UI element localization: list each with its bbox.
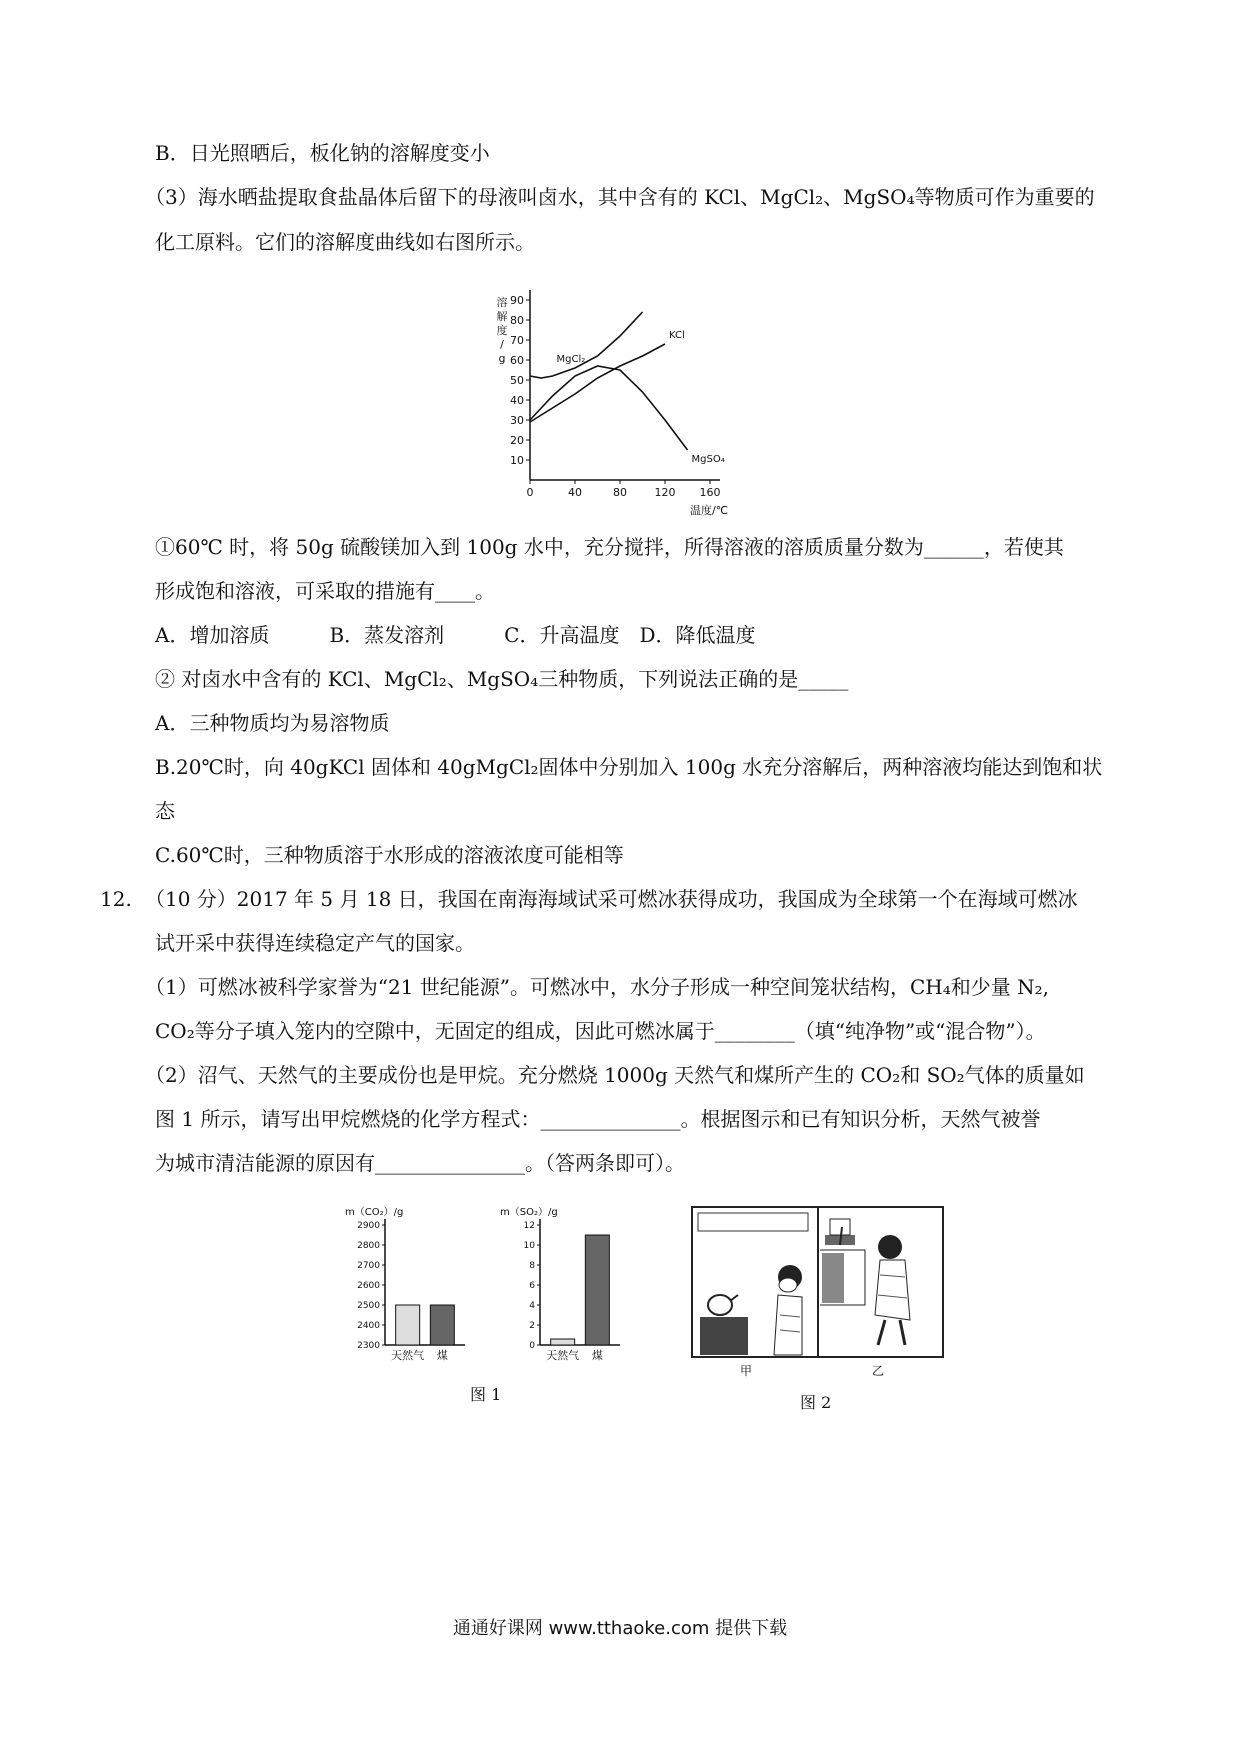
y-tick-label: 12 — [523, 1221, 535, 1231]
sub-question-2-option-c: C.60℃时，三种物质溶于水形成的溶液浓度可能相等 — [155, 843, 624, 867]
co2-bar-chart — [345, 1205, 475, 1370]
sub-question-1-line-2: 形成饱和溶液，可采取的措施有____。 — [155, 579, 495, 603]
y-tick-label: 2700 — [357, 1261, 380, 1271]
question-12-part-1-line-1: （1）可燃冰被科学家誉为“21 世纪能源”。可燃冰中，水分子形成一种空间笼状结构，CH₄和少量 N₂, — [145, 975, 1049, 999]
figure-2-caption: 图 2 — [800, 1393, 832, 1412]
figure-1-caption: 图 1 — [470, 1385, 502, 1404]
y-tick-label: 4 — [529, 1301, 535, 1311]
sub-question-2: ② 对卤水中含有的 KCl、MgCl₂、MgSO₄三种物质，下列说法正确的是_____ — [155, 667, 849, 691]
x-tick-label: 160 — [699, 486, 721, 499]
y-tick-label: 2500 — [357, 1301, 380, 1311]
series-line — [530, 312, 643, 378]
question-12-part-2-line-2: 图 1 所示，请写出甲烷燃烧的化学方程式：______________。根据图示和已有知识分析，天然气被誉 — [155, 1107, 1041, 1131]
bar — [396, 1305, 420, 1345]
sub-question-1-line-1: ①60℃ 时，将 50g 硫酸镁加入到 100g 水中，充分搅拌，所得溶液的溶质质量分数为______，若使其 — [155, 535, 1064, 559]
x-axis-label: 温度/℃ — [690, 504, 729, 517]
x-tick-label: 0 — [526, 486, 534, 499]
y-tick-label: 2600 — [357, 1281, 380, 1291]
y-tick-label: 6 — [529, 1281, 535, 1291]
y-axis-label-char: 溶 — [496, 296, 508, 309]
sub-question-2-option-a: A．三种物质均为易溶物质 — [155, 711, 390, 735]
figure-2-label-yi: 乙 — [872, 1364, 885, 1378]
y-axis-label-char: 解 — [496, 310, 508, 323]
so2-bar-chart — [500, 1205, 630, 1370]
y-tick-label: 10 — [510, 454, 524, 467]
y-tick-label: 70 — [510, 334, 524, 347]
sub-question-2-option-b-2: 态 — [155, 799, 175, 823]
x-tick-label: 80 — [613, 486, 627, 499]
y-tick-label: 60 — [510, 354, 524, 367]
question-3-line-1: （3）海水晒盐提取食盐晶体后留下的母液叫卤水，其中含有的 KCl、MgCl₂、MgSO₄等物质可作为重要的 — [145, 185, 1095, 209]
category-label: 煤 — [436, 1349, 448, 1362]
bar — [430, 1305, 454, 1345]
y-tick-label: 20 — [510, 434, 524, 447]
y-tick-label: 30 — [510, 414, 524, 427]
question-12-part-1-line-2: CO₂等分子填入笼内的空隙中，无固定的组成，因此可燃冰属于________（填“纯净物”或“混合物”）。 — [155, 1019, 1046, 1043]
category-label: 天然气 — [546, 1349, 580, 1362]
category-label: 天然气 — [391, 1349, 425, 1362]
y-tick-label: 2800 — [357, 1241, 380, 1251]
bar — [585, 1235, 609, 1345]
series-label: MgCl₂ — [556, 354, 586, 365]
question-12-number: 12. — [100, 887, 132, 911]
x-tick-label: 40 — [568, 486, 582, 499]
sub-question-2-option-b-1: B.20℃时，向 40gKCl 固体和 40gMgCl₂固体中分别加入 100g 水充分溶解后，两种溶液均能达到饱和状 — [155, 755, 1103, 779]
y-tick-label: 2900 — [357, 1221, 380, 1231]
y-axis-label-char: 度 — [496, 324, 508, 337]
y-tick-label: 2400 — [357, 1321, 380, 1331]
y-axis-label: m（SO₂）/g — [500, 1207, 558, 1218]
figure-2-label-jia: 甲 — [740, 1364, 753, 1378]
y-tick-label: 50 — [510, 374, 524, 387]
y-tick-label: 0 — [529, 1341, 535, 1351]
category-label: 煤 — [591, 1349, 603, 1362]
y-tick-label: 2300 — [357, 1341, 380, 1351]
y-tick-label: 8 — [529, 1261, 535, 1271]
y-axis-label: m（CO₂）/g — [345, 1207, 404, 1218]
series-label: MgSO₄ — [691, 454, 725, 465]
y-tick-label: 90 — [510, 294, 524, 307]
kitchen-illustration — [690, 1205, 945, 1385]
sub-question-1-options: A．增加溶质 B．蒸发溶剂 C．升高温度 D．降低温度 — [155, 623, 756, 647]
question-3-line-2: 化工原料。它们的溶解度曲线如右图所示。 — [155, 230, 535, 254]
question-12-line-2: 试开采中获得连续稳定产气的国家。 — [155, 931, 475, 955]
y-axis-label-char: g — [498, 352, 506, 365]
y-tick-label: 80 — [510, 314, 524, 327]
option-b-previous: B．日光照晒后，板化钠的溶解度变小 — [155, 141, 490, 165]
question-12-part-2-line-3: 为城市清洁能源的原因有_______________。（答两条即可）。 — [155, 1151, 685, 1175]
bar — [551, 1339, 575, 1345]
series-label: KCl — [669, 330, 685, 341]
page-footer: 通通好课网 www.tthaoke.com 提供下载 — [452, 1618, 788, 1639]
y-tick-label: 10 — [523, 1241, 535, 1251]
x-tick-label: 120 — [654, 486, 676, 499]
y-axis-label-char: / — [500, 338, 504, 351]
y-tick-label: 40 — [510, 394, 524, 407]
question-12-part-2-line-1: （2）沼气、天然气的主要成份也是甲烷。充分燃烧 1000g 天然气和煤所产生的 CO₂和 SO₂气体的质量如 — [145, 1063, 1085, 1087]
question-12-line-1: （10 分）2017 年 5 月 18 日，我国在南海海域试采可燃冰获得成功，我国成为全球第一个在海域可燃冰 — [145, 887, 1078, 911]
y-tick-label: 2 — [529, 1321, 535, 1331]
